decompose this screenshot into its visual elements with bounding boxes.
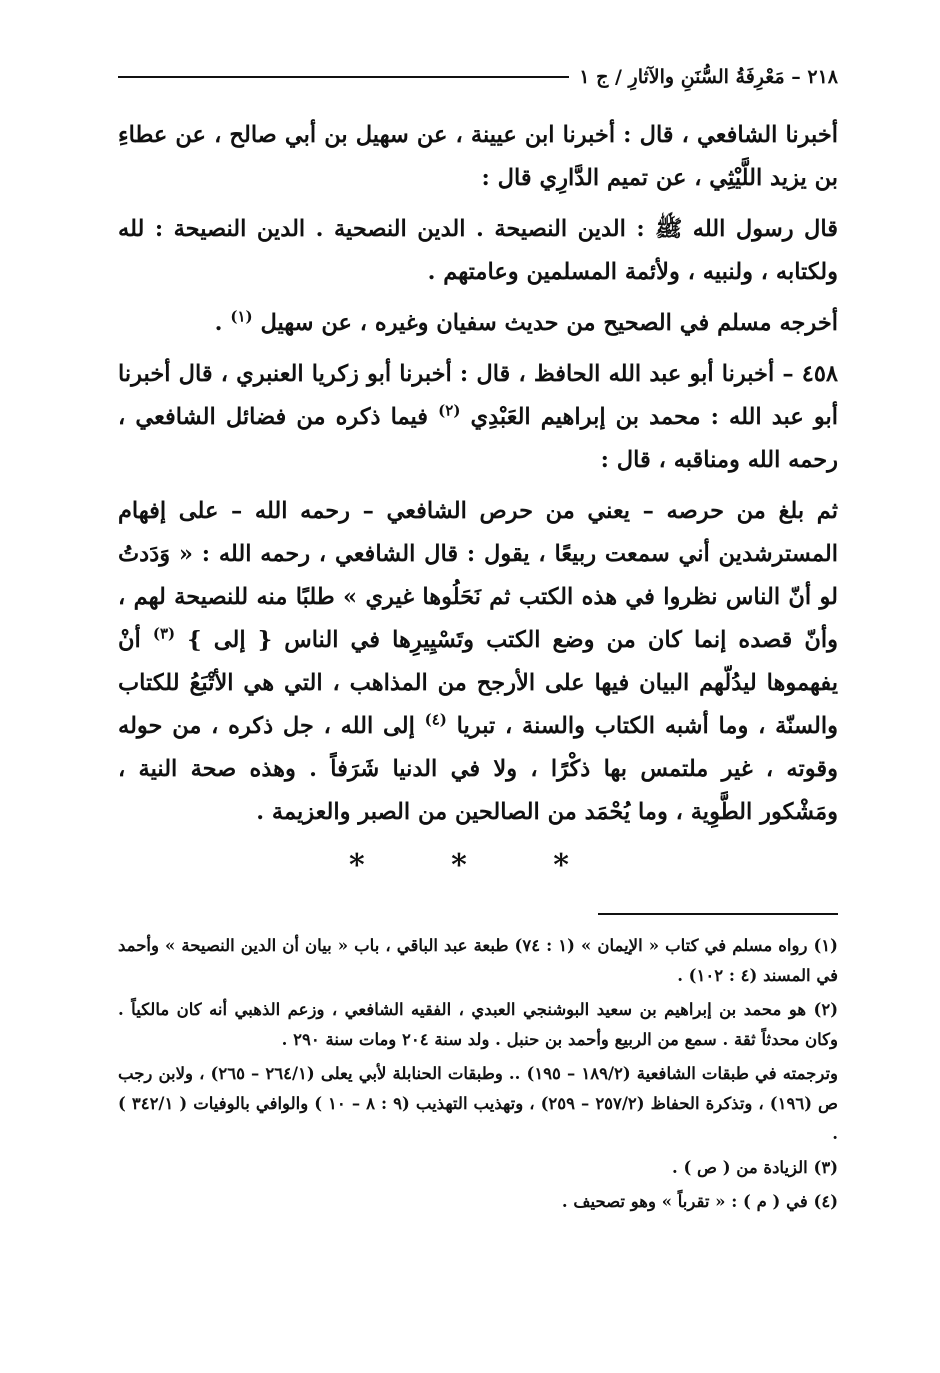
section-separator: * * * [349, 848, 607, 883]
paragraph: أخبرنا الشافعي ، قال : أخبرنا ابن عيينة ، عن سهيل بن أبي صالح ، عن عطاءِ بن يزيد اللَّيْثِي ، عن تميم الدَّارِي قال : [118, 122, 838, 191]
footnote: وترجمته في طبقات الشافعية (١٨٩/٢ – ١٩٥) .. وطبقات الحنابلة لأبي يعلى (٢٦٤/١ – ٢٦٥) ، ولابن رجب ص (١٩٦) ، وتذكرة الحفاظ (٢٥٧/٢ – ٢٥٩) ، وتهذيب التهذيب (٩ : ٨ – ١٠ ) والوافي بالوفيات ( ٣٤٢/١ ) . [118, 1064, 838, 1143]
footnote-ref: (٣) [152, 624, 176, 643]
footnote: (١) رواه مسلم في كتاب « الإيمان » (١ : ٧٤) طبعة عبد الباقي ، باب « بيان أن الدين النصيحة » وأحمد في المسند (٤ : ١٠٢) . [118, 936, 838, 985]
paragraph: قال رسول الله ﷺ : الدين النصيحة . الدين النصحية . الدين النصيحة : لله ولكتابه ، ولنبيه ، ولأئمة المسلمين وعامتهم . [118, 216, 838, 285]
footnote: (٣) الزيادة من ( ص ) . [672, 1158, 838, 1177]
footnotes [118, 931, 838, 1217]
header-rule [118, 76, 569, 78]
footnote: (٤) في ( م ) : « تقرباً » وهو تصحيف . [561, 1192, 838, 1211]
paragraph: ثم بلغ من حرصه – يعني من حرص الشافعي – رحمه الله – على إفهام المسترشدين أني سمعت ربيعًا ، يقول : قال الشافعي ، رحمه الله : « وَدَدتُ لو أنّ الناس نظروا في هذه الكتب ثم نَحَلُوها غيري » طلبًا منه للنصيحة لهم ، وأنّ قصده إنما كان من وضع الكتب وتَسْيِيرِها في الناس { إلى } $^{(٣)}$ أنْ يفهموها ليدُلّهم البيان فيها على الأرجح من المذاهب ، التي هي الأتْبَعُ للكتاب والسنّة ، وما أشبه الكتاب والسنة ، تبريا $^{(٤)}$ إلى الله ، جل ذكره ، من حوله وقوته ، غير ملتمس بها ذكْرًا ، ولا في الدنيا شَرَفاً . وهذه صحة النية ، ومَشْكور الطَّوِية ، وما يُحْمَد من الصالحين من الصبر والعزيمة . [118, 498, 839, 825]
footnote-rule [598, 913, 838, 915]
footnote-ref: (٤) [424, 710, 447, 729]
footnote-ref: (١) [230, 307, 253, 326]
footnote-ref: (٢) [438, 401, 461, 420]
footnote: (٢) هو محمد بن إبراهيم بن سعيد البوشنجي العبدي ، الفقيه الشافعي ، وزعم الذهبي أنه كان مالكياً . وكان محدثاً ثقة . سمع من الربيع وأحمد بن حنبل . ولد سنة ٢٠٤ ومات سنة ٢٩٠ . [118, 1000, 838, 1049]
main-text [118, 114, 838, 834]
paragraph: أخرجه مسلم في الصحيح من حديث سفيان وغيره ، عن سهيل $^{(١)}$ . [214, 307, 838, 336]
page-title: ٢١٨ – مَعْرِفَةُ السُّنَنِ والآثارِ / ج ١ [579, 66, 838, 88]
running-header [118, 60, 838, 94]
paragraph: ٤٥٨ – أخبرنا أبو عبد الله الحافظ ، قال : أخبرنا أبو زكريا العنبري ، قال أخبرنا أبو عبد الله : محمد بن إبراهيم العَبْدِي $^{(٢)}$ فيما ذكره من فضائل الشافعي ، رحمه الله ومناقبه ، قال : [118, 361, 838, 473]
document-page [118, 60, 838, 1221]
